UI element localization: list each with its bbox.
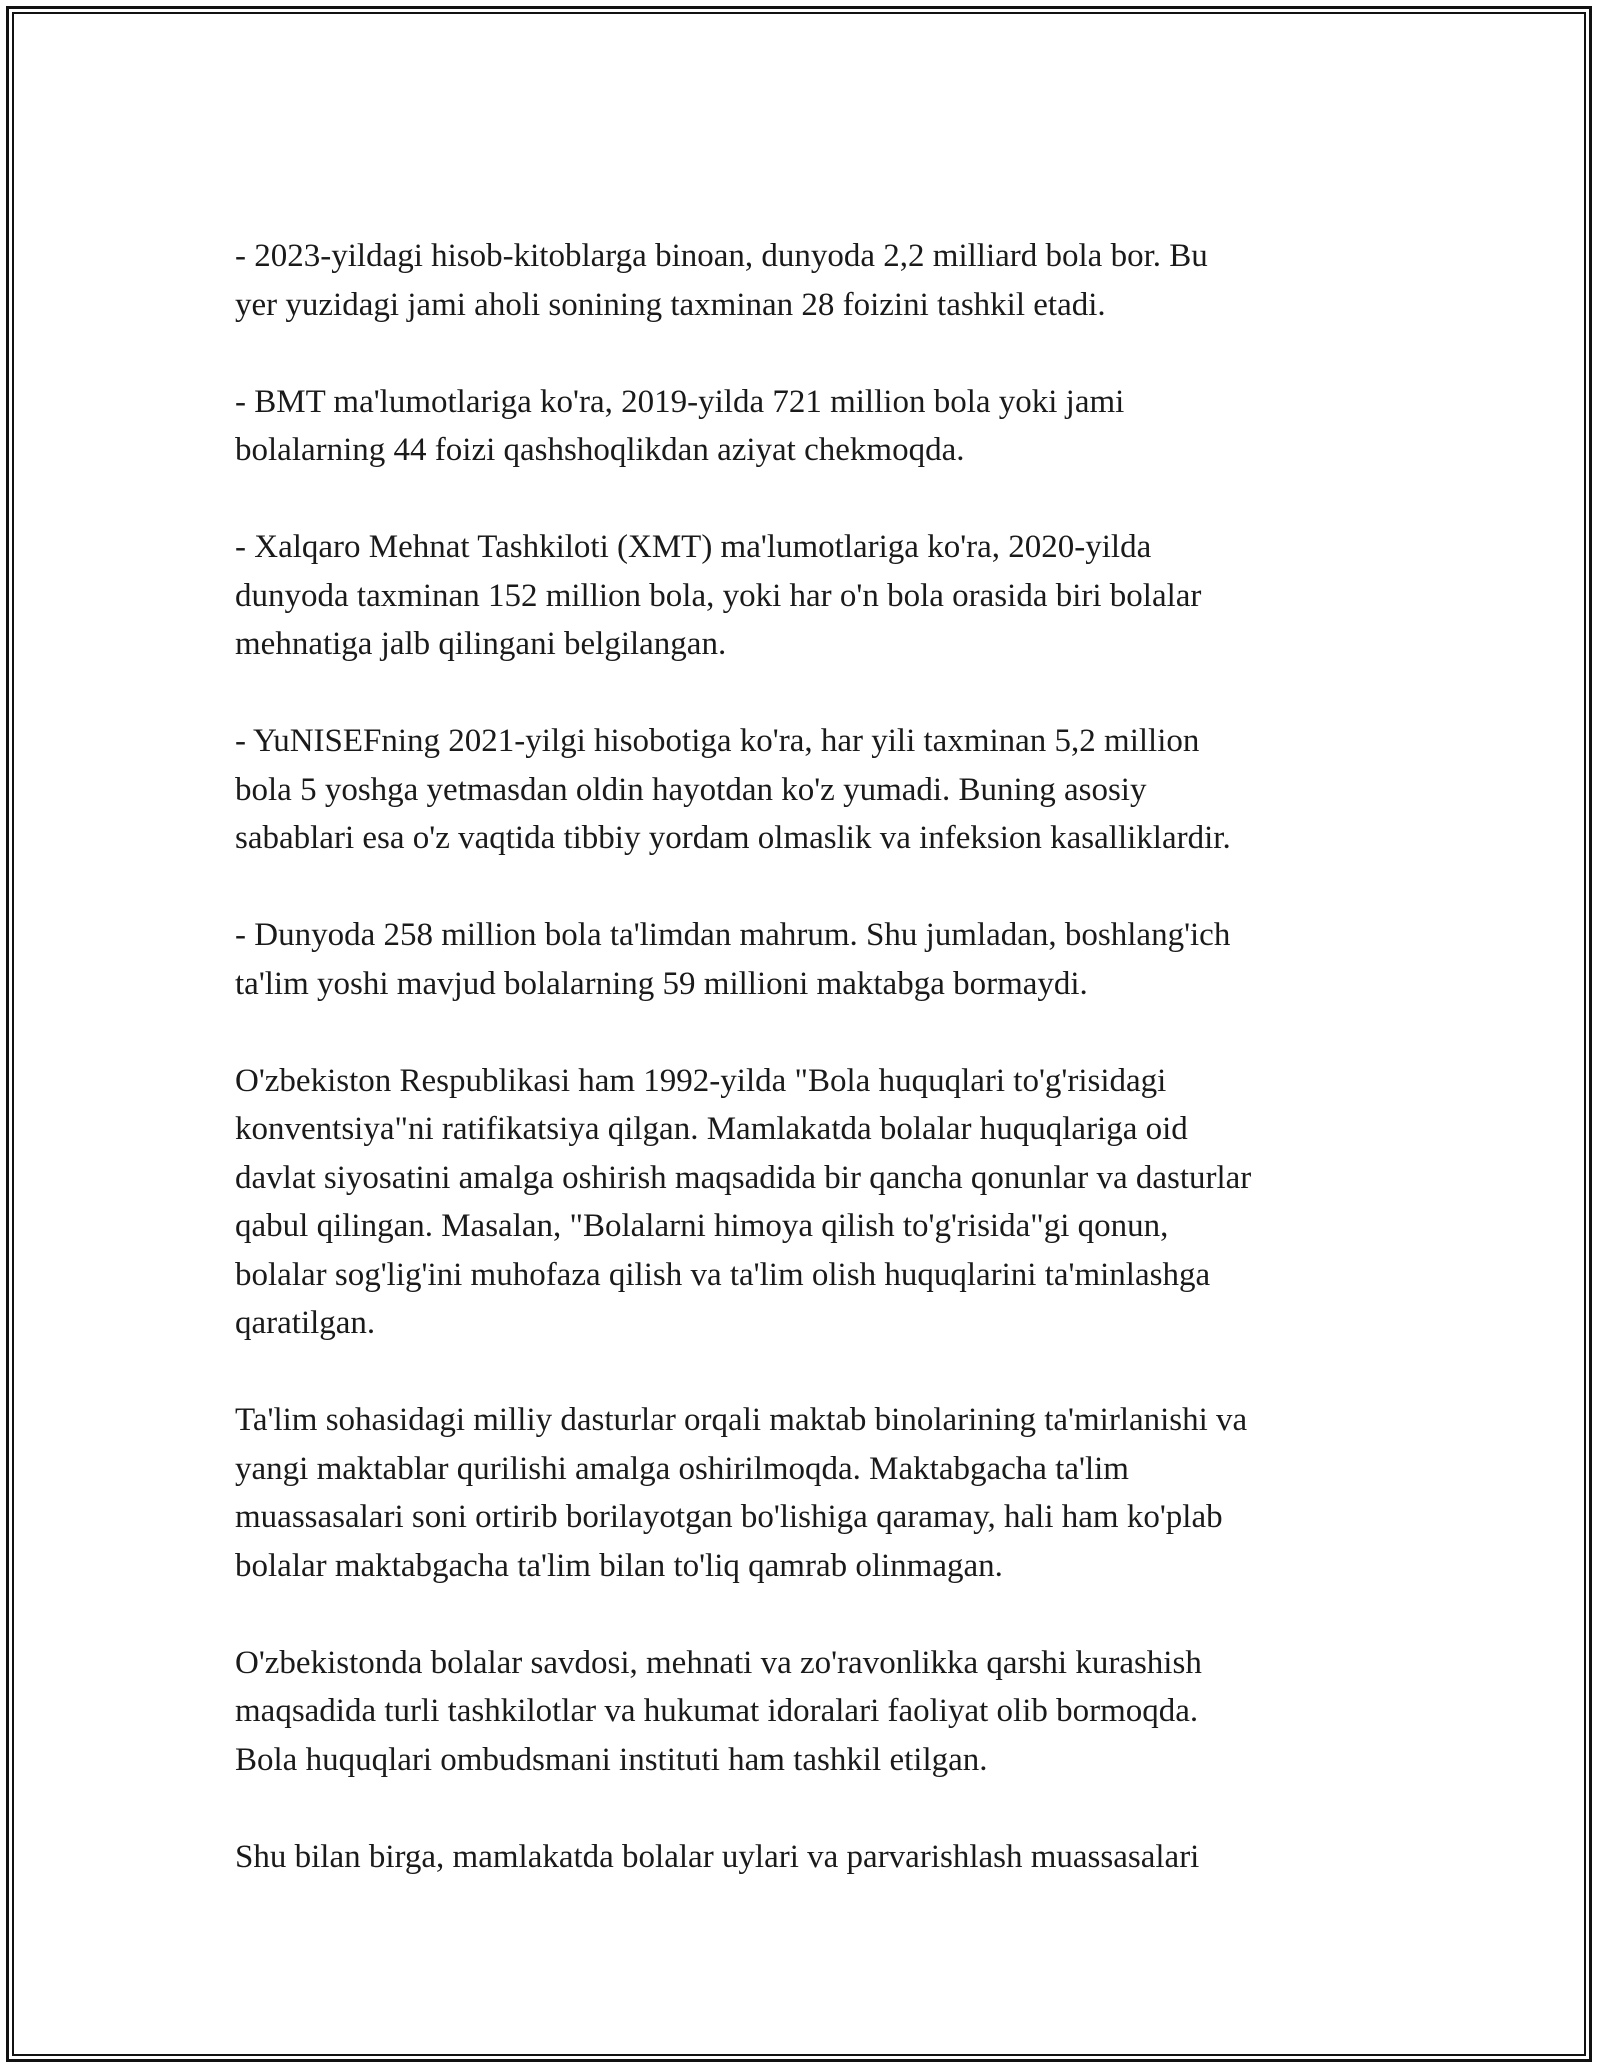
paragraph-line: yer yuzidagi jami aholi sonining taxminan 28 foizini tashkil etadi. bbox=[235, 286, 1106, 323]
paragraph-line: ta'lim yoshi mavjud bolalarning 59 millioni maktabga bormaydi. bbox=[235, 965, 1088, 1002]
paragraph-line: bolalar sog'lig'ini muhofaza qilish va ta'lim olish huquqlarini ta'minlashga bbox=[235, 1256, 1211, 1293]
paragraph-9 bbox=[235, 1833, 1375, 1882]
paragraph-line: - 2023-yildagi hisob-kitoblarga binoan, dunyoda 2,2 milliard bola bor. Bu bbox=[235, 238, 1208, 274]
paragraph-line: davlat siyosatini amalga oshirish maqsadida bir qancha qonunlar va dasturlar bbox=[235, 1159, 1252, 1196]
paragraph-line: dunyoda taxminan 152 million bola, yoki har o'n bola orasida biri bolalar bbox=[235, 577, 1202, 614]
paragraph-1 bbox=[235, 232, 1375, 329]
paragraph-line: Shu bilan birga, mamlakatda bolalar uylari va parvarishlash muassasalari bbox=[235, 1838, 1200, 1875]
paragraph-8 bbox=[235, 1639, 1375, 1785]
document-body bbox=[235, 232, 1375, 1930]
paragraph-line: - Xalqaro Mehnat Tashkiloti (XMT) ma'lumotlariga ko'ra, 2020-yilda bbox=[235, 529, 1152, 565]
paragraph-line: O'zbekistonda bolalar savdosi, mehnati va zo'ravonlikka qarshi kurashish bbox=[235, 1644, 1202, 1681]
paragraph-line: bolalarning 44 foizi qashshoqlikdan aziyat chekmoqda. bbox=[235, 432, 965, 468]
paragraph-line: muassasalari soni ortirib borilayotgan bo'lishiga qaramay, hali ham ko'plab bbox=[235, 1499, 1223, 1535]
paragraph-line: qaratilgan. bbox=[235, 1305, 376, 1341]
paragraph-line: sabablari esa o'z vaqtida tibbiy yordam olmaslik va infeksion kasalliklardir. bbox=[235, 820, 1231, 856]
paragraph-7 bbox=[235, 1396, 1375, 1590]
paragraph-6 bbox=[235, 1057, 1375, 1348]
paragraph-4 bbox=[235, 717, 1375, 863]
paragraph-line: Ta'lim sohasidagi milliy dasturlar orqali maktab binolarining ta'mirlanishi va bbox=[235, 1402, 1248, 1438]
paragraph-line: maqsadida turli tashkilotlar va hukumat idoralari faoliyat olib bormoqda. bbox=[235, 1693, 1199, 1729]
paragraph-line: - Dunyoda 258 million bola ta'limdan mahrum. Shu jumladan, boshlang'ich bbox=[235, 917, 1231, 953]
paragraph-line: mehnatiga jalb qilingani belgilangan. bbox=[235, 626, 727, 662]
paragraph-line: O'zbekiston Respublikasi ham 1992-yilda "Bola huquqlari to'g'risidagi bbox=[235, 1062, 1167, 1099]
paragraph-line: yangi maktablar qurilishi amalga oshirilmoqda. Maktabgacha ta'lim bbox=[235, 1450, 1129, 1487]
paragraph-line: bola 5 yoshga yetmasdan oldin hayotdan ko'z yumadi. Buning asosiy bbox=[235, 771, 1147, 808]
paragraph-line: - YuNISEFning 2021-yilgi hisobotiga ko'ra, har yili taxminan 5,2 million bbox=[235, 723, 1200, 759]
paragraph-line: - BMT ma'lumotlariga ko'ra, 2019-yilda 721 million bola yoki jami bbox=[235, 383, 1125, 420]
paragraph-line: qabul qilingan. Masalan, "Bolalarni himoya qilish to'g'risida"gi qonun, bbox=[235, 1208, 1169, 1244]
paragraph-line: konventsiya"ni ratifikatsiya qilgan. Mamlakatda bolalar huquqlariga oid bbox=[235, 1111, 1188, 1147]
paragraph-2 bbox=[235, 378, 1375, 475]
paragraph-line: bolalar maktabgacha ta'lim bilan to'liq qamrab olinmagan. bbox=[235, 1547, 1003, 1584]
paragraph-5 bbox=[235, 911, 1375, 1008]
paragraph-line: Bola huquqlari ombudsmani instituti ham tashkil etilgan. bbox=[235, 1741, 988, 1778]
paragraph-3 bbox=[235, 523, 1375, 669]
